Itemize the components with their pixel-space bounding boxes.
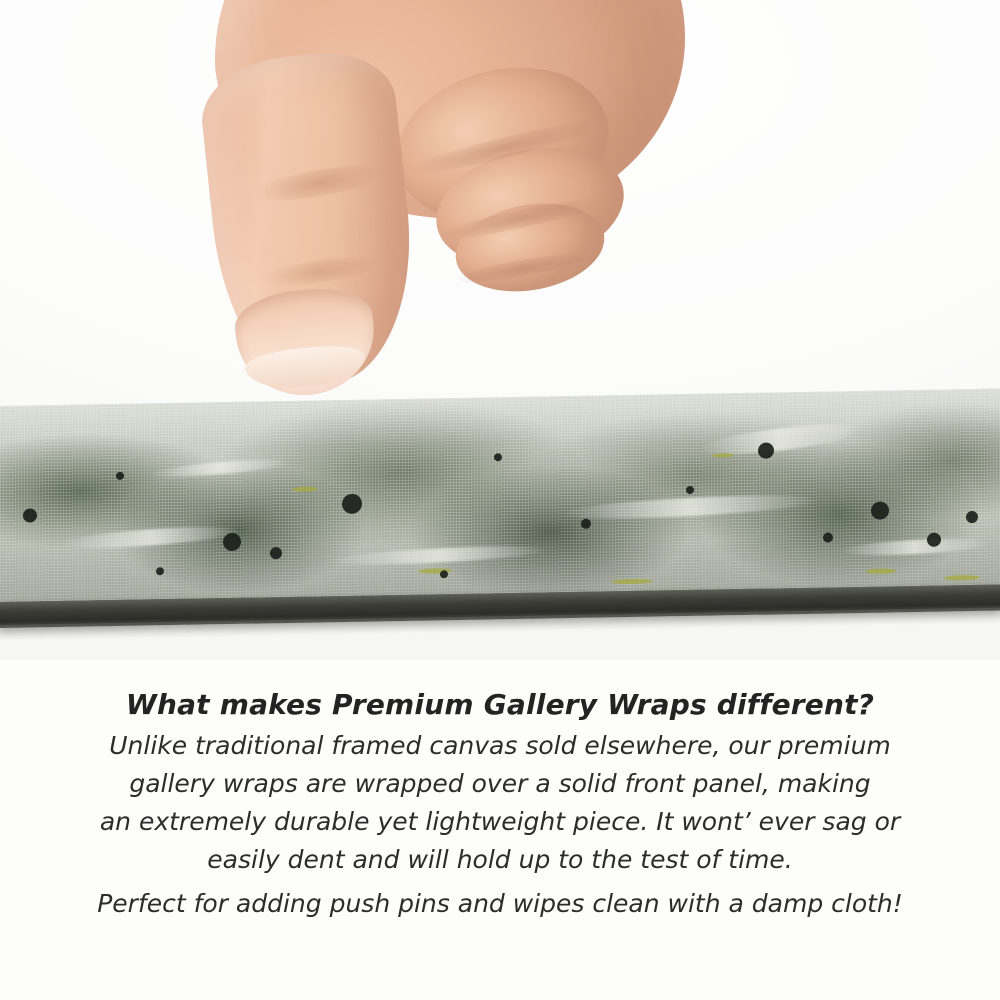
caption-block bbox=[0, 688, 1000, 923]
caption-body bbox=[0, 727, 1000, 923]
canvas-highlight-overlay bbox=[0, 389, 1000, 611]
canvas-wrap-edge bbox=[0, 406, 1000, 641]
caption-heading: What makes Premium Gallery Wraps different? bbox=[125, 688, 875, 721]
caption-last-line: Perfect for adding push pins and wipes clean with a damp cloth! bbox=[97, 889, 903, 918]
caption-line-1: Unlike traditional framed canvas sold elsewhere, our premium bbox=[109, 731, 891, 760]
caption-line-4: easily dent and will hold up to the test of time. bbox=[207, 845, 793, 874]
caption-line-2: gallery wraps are wrapped over a solid front panel, making bbox=[129, 769, 871, 798]
hand-illustration bbox=[95, 0, 715, 440]
caption-line-3: an extremely durable yet lightweight piece. It wont’ ever sag or bbox=[99, 807, 901, 836]
canvas-printed-surface bbox=[0, 389, 1000, 611]
